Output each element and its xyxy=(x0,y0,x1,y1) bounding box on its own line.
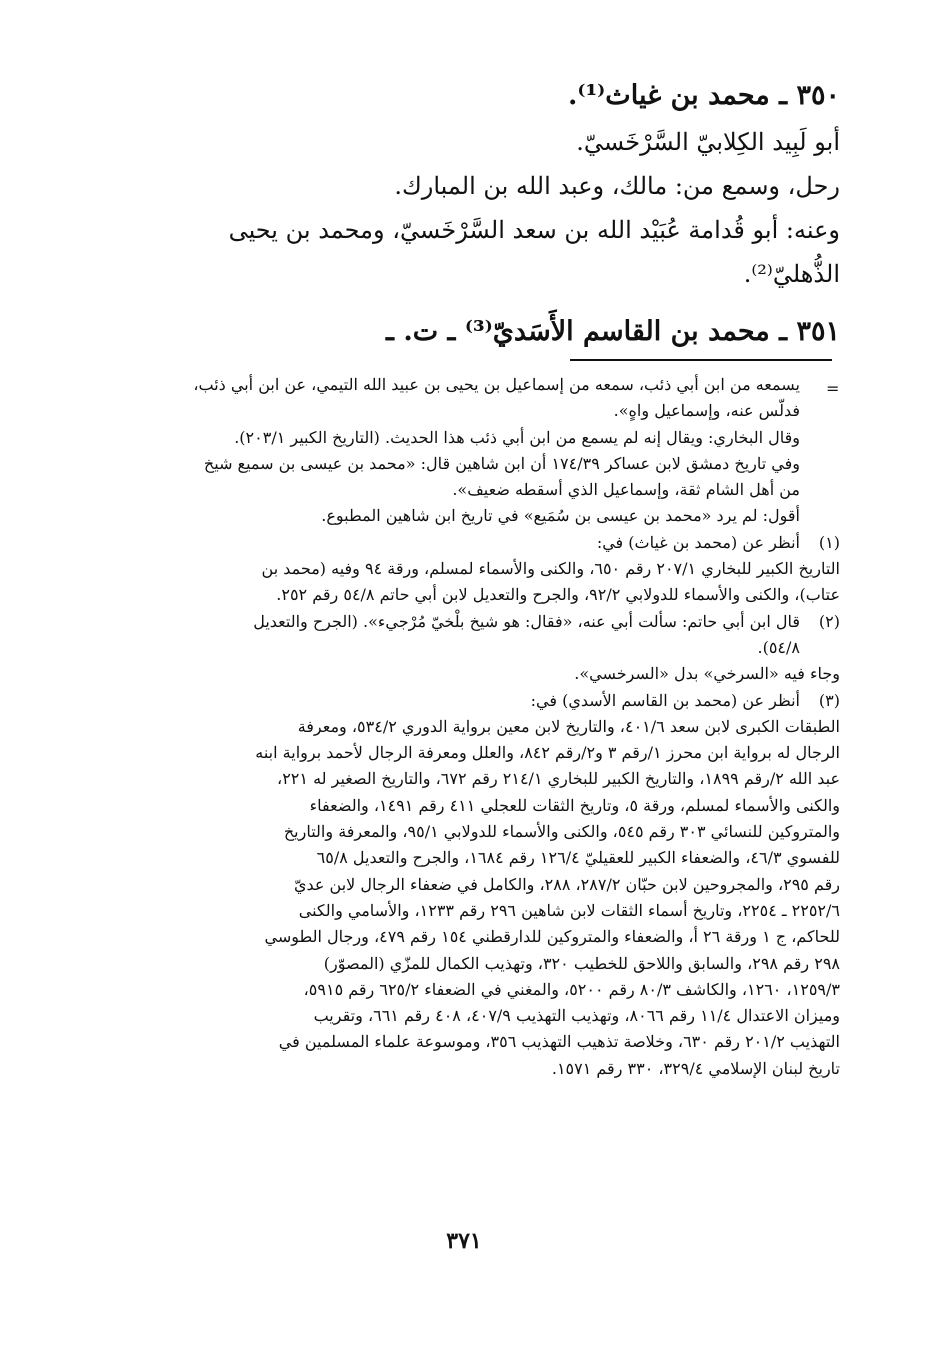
main-text xyxy=(95,72,840,356)
footnote-line: الرجال له برواية ابن محرز ١/رقم ٣ و٢/رقم ٨٤٢، والعلل ومعرفة الرجال لأحمد برواية ابنه xyxy=(255,743,840,763)
entry-350-teachers: رحل، وسمع من: مالك، وعبد الله بن المبارك. xyxy=(394,172,840,200)
footnote-line: رقم ٢٩٥، والمجروحين لابن حبّان ٢٨٧/٢، ٢٨٨، والكامل في ضعفاء الرجال لابن عديّ xyxy=(293,874,840,894)
continuation-mark: = xyxy=(826,379,840,398)
footnotes xyxy=(105,372,840,1082)
footnote-separator xyxy=(570,359,832,361)
page-number: ٣٧١ xyxy=(446,1228,482,1254)
footnote-line: وجاء فيه «السرخي» بدل «السرخسي». xyxy=(574,664,840,684)
footnote-line: يسمعه من ابن أبي ذئب، سمعه من إسماعيل بن يحيى بن عبيد الله التيمي، عن ابن أبي ذئب، xyxy=(193,375,800,394)
footnote-line: عتاب)، والكنى والأسماء للدولابي ٩٢/٢، والجرح والتعديل لابن أبي حاتم ٥٤/٨ رقم ٢٥٢. xyxy=(276,585,840,605)
footnote-line: ١٢٥٩/٣، ١٢٦٠، والكاشف ٨٠/٣ رقم ٥٢٠٠، والمغني في الضعفاء ٦٢٥/٢ رقم ٥٩١٥، xyxy=(303,979,840,999)
footnote-line: والكنى والأسماء لمسلم، ورقة ٥، وتاريخ الثقات للعجلي ٤١١ رقم ١٤٩١، والضعفاء xyxy=(309,795,840,815)
footnote-3 xyxy=(105,688,840,714)
footnote-body: أنظر عن (محمد بن غياث) في: xyxy=(596,532,800,552)
footnote-line: وميزان الاعتدال ١١/٤ رقم ٨٠٦٦، وتهذيب التهذيب ٤٠٧/٩، ٤٠٨ رقم ٦٦١، وتقريب xyxy=(313,1006,840,1026)
footnote-body: أنظر عن (محمد بن القاسم الأسدي) في: xyxy=(530,690,800,710)
footnote-line: ٢٢٥٢/٦ ـ ٢٢٥٤، وتاريخ أسماء الثقات لابن شاهين ٢٩٦ رقم ١٢٣٣، والأسامي والكنى xyxy=(298,900,840,920)
footnote-number: (٢) xyxy=(818,611,840,631)
footnote-line: والمتروكين للنسائي ٣٠٣ رقم ٥٤٥، والكنى والأسماء للدولابي ٩٥/١، والمعرفة والتاريخ xyxy=(283,822,840,842)
footnote-line: ٢٩٨ رقم ٢٩٨، والسابق واللاحق للخطيب ٣٢٠، وتهذيب الكمال للمزّي (المصوّر) xyxy=(323,953,840,973)
footnote-line: وفي تاريخ دمشق لابن عساكر ١٧٤/٣٩ أن ابن شاهين قال: «محمد بن عيسى بن سميع شيخ xyxy=(203,453,800,473)
footnote-line: عبد الله ٢/رقم ١٨٩٩، والتاريخ الكبير للبخاري ٢١٤/١ رقم ٦٧٢، والتاريخ الصغير له ٢٢١، xyxy=(277,769,840,789)
entry-350-students: وعنه: أبو قُدامة عُبَيْد الله بن سعد السَّرْخَسيّ، ومحمد بن يحيى xyxy=(228,216,840,244)
entry-350-students-cont: الذُّهليّ⁽²⁾. xyxy=(743,260,840,288)
footnote-line: التهذيب ٢٠١/٢ رقم ٦٣٠، وخلاصة تذهيب التهذيب ٣٥٦، وموسوعة علماء المسلمين في xyxy=(278,1032,840,1052)
footnote-line: للفسوي ٤٦/٣، والضعفاء الكبير للعقيليّ ١٢٦/٤ رقم ١٦٨٤، والجرح والتعديل ٦٥/٨ xyxy=(316,848,840,868)
footnote-line: الطبقات الكبرى لابن سعد ٤٠١/٦، والتاريخ لابن معين برواية الدوري ٥٣٤/٢، ومعرفة xyxy=(297,716,840,736)
footnote-body: قال ابن أبي حاتم: سألت أبي عنه، «فقال: هو شيخ بلْخيّ مُرْجيء». (الجرح والتعديل xyxy=(253,611,800,631)
footnote-line: أقول: لم يرد «محمد بن عيسى بن سُمَيع» في تاريخ ابن شاهين المطبوع. xyxy=(321,506,800,526)
footnote-1 xyxy=(105,530,840,556)
footnote-number: (٣) xyxy=(818,690,840,710)
footnote-line: ٥٤/٨). xyxy=(757,637,800,657)
entry-350-kunya: أبو لَبِيد الكِلابيّ السَّرْخَسيّ. xyxy=(576,128,840,156)
entry-351-title: ٣٥١ ـ محمد بن القاسم الأَسَديّ⁽³⁾ ـ ت. ـ xyxy=(386,316,840,347)
footnote-2 xyxy=(105,609,840,635)
entry-350-title: ٣٥٠ ـ محمد بن غياث⁽¹⁾. xyxy=(567,80,840,111)
footnote-line: التاريخ الكبير للبخاري ٢٠٧/١ رقم ٦٥٠، والكنى والأسماء لمسلم، ورقة ٩٤ وفيه (محمد بن xyxy=(261,559,840,579)
footnote-line: من أهل الشام ثقة، وإسماعيل الذي أسقطه ضعيف». xyxy=(452,480,800,500)
footnote-line: تاريخ لبنان الإسلامي ٣٢٩/٤، ٣٣٠ رقم ١٥٧١. xyxy=(551,1058,840,1078)
footnote-line: للحاكم، ج ١ ورقة ٢٦ أ، والضعفاء والمتروكين للدارقطني ١٥٤ رقم ٤٧٩، ورجال الطوسي xyxy=(264,927,840,947)
footnote-continuation xyxy=(105,372,840,530)
footnote-line: فدلّس عنه، وإسماعيل واهٍ». xyxy=(613,401,800,421)
footnote-number: (١) xyxy=(818,532,840,552)
footnote-line: وقال البخاري: ويقال إنه لم يسمع من ابن أبي ذئب هذا الحديث. (التاريخ الكبير ٢٠٣/١). xyxy=(234,427,800,447)
